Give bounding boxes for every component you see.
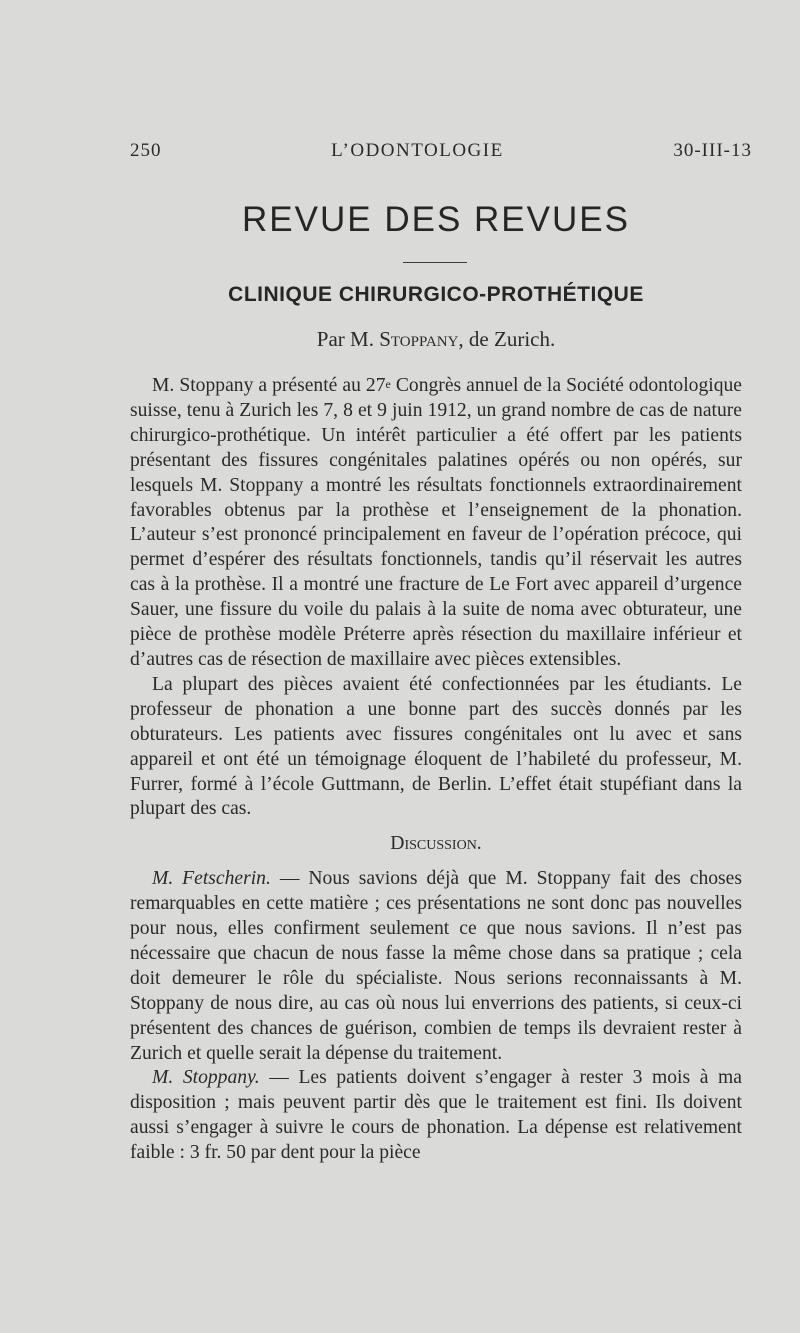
byline-prefix: Par M. — [316, 327, 374, 351]
issue-date: 30-III-13 — [673, 140, 752, 161]
paragraph — [130, 867, 742, 1066]
title-rule — [403, 262, 467, 263]
paragraph: La plupart des pièces avaient été confectionnées par les étudiants. Le professeur de phonation a une bonne part des succès donnés par les obturateurs. Les patients avec fissures congénitales ont lu avec et sans appareil et ont été un témoignage éloquent de l’habileté du professeur, M. Furrer, formé à l’école Guttmann, de Berlin. L’effet était stupéfiant dans la plupart des cas. — [130, 673, 742, 820]
paragraph — [130, 1066, 742, 1166]
article-body — [130, 374, 742, 1166]
paragraph-text: M. Stoppany a présenté au 27 — [152, 375, 386, 396]
paragraph-text: — Les patients doivent s’engager à rester 3 mois à ma disposition ; mais peuvent partir dès que le traitement est fini. Ils doivent aussi s’engager à suivre le cours de phonation. La dépense est relativement faible : 3 fr. 50 par dent pour la pièce — [130, 1067, 742, 1164]
discussion-heading: Discussion. — [390, 833, 482, 855]
byline — [130, 327, 742, 352]
paragraph-text: Congrès annuel de la Société odontologique suisse, tenu à Zurich les 7, 8 et 9 juin 1912, un grand nombre de cas de nature chirurgico-prothétique. Un intérêt particulier a été offert par les patients présentant des fissures congénitales palatines opérés ou non opérés, sur lesquels M. Stoppany a montré les résultats fonctionnels extraordinairement favorables obtenus par la prothèse et l’enseignement de la phonation. L’auteur s’est prononcé principalement en faveur de l’opération précoce, qui permet d’espérer des résultats fonctionnels, tandis qu’il réservait les autres cas à la prothèse. Il a montré une fracture de Le Fort avec appareil d’urgence Sauer, une fissure du voile du palais à la suite de noma avec obturateur, une pièce de prothèse modèle Préterre après résection du maxillaire inférieur et d’autres cas de résection de maxillaire avec pièces extensibles. — [130, 375, 742, 670]
section-title: REVUE DES REVUES — [242, 200, 630, 239]
superscript: e — [385, 377, 391, 391]
speaker-name: M. Fetscherin. — [152, 868, 271, 890]
article-title: CLINIQUE CHIRURGICO-PROTHÉTIQUE — [228, 283, 644, 306]
speaker-name: M. Stoppany. — [152, 1067, 260, 1089]
paragraph — [130, 374, 742, 673]
paragraph-text: — Nous savions déjà que M. Stoppany fait des choses remarquables en cette matière ; ces présentations ne sont donc pas nouvelles pour nous, elles confirment seulement ce que nous savions. Il n’est pas nécessaire que chacun de nous fasse la même chose dans sa pratique ; cela doit demeurer le rôle du spécialiste. Nous serions reconnaissants à M. Stoppany de nous dire, au cas où nous lui enverrions des patients, si ceux-ci présentent des chances de guérison, combien de temps ils devraient rester à Zurich et quelle serait la dépense du traitement. — [130, 868, 742, 1064]
journal-title: L’ODONTOLOGIE — [331, 140, 504, 161]
byline-suffix: , de Zurich. — [458, 327, 556, 351]
page-number: 250 — [130, 140, 162, 161]
byline-author: Stoppany — [379, 327, 459, 351]
running-head — [130, 140, 752, 162]
